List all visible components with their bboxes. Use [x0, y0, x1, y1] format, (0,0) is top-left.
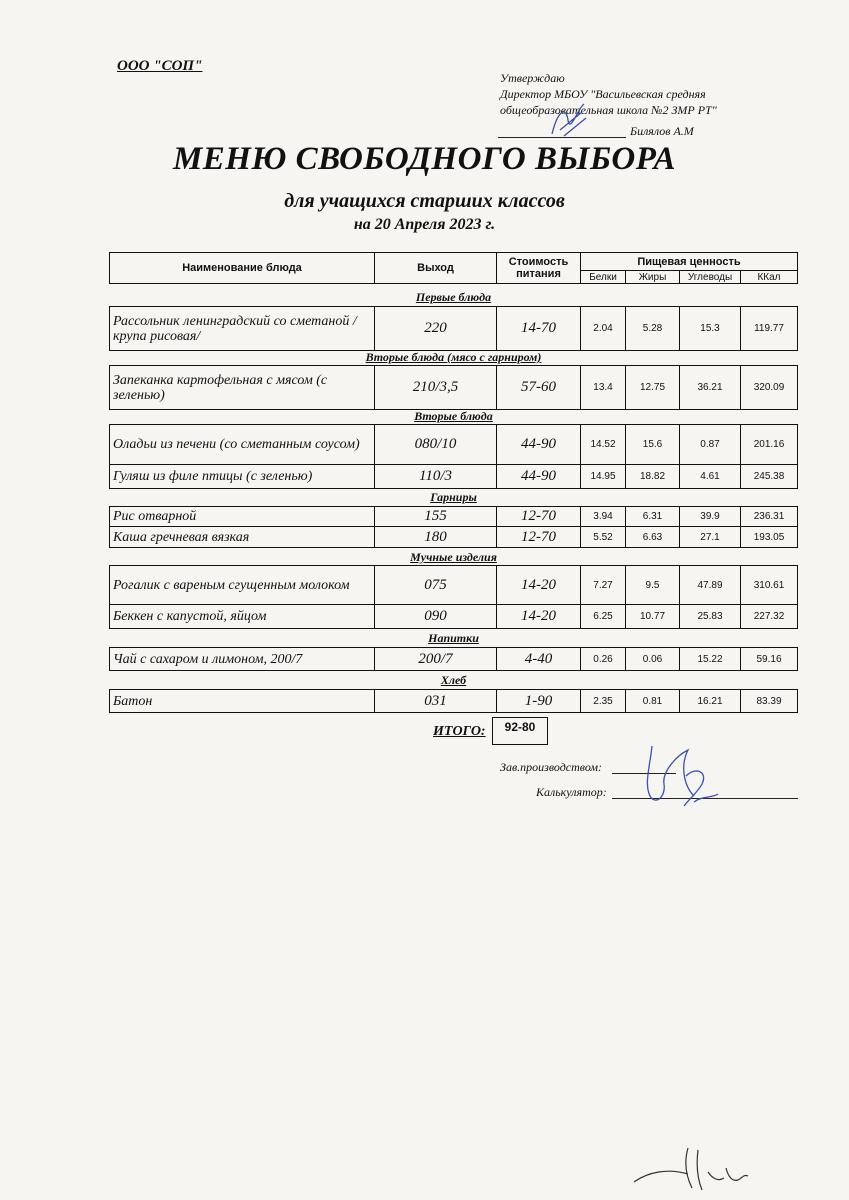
section-title: Вторые блюда [414, 409, 493, 423]
dish-proteins: 3.94 [580, 506, 626, 527]
dish-output: 200/7 [374, 647, 497, 671]
header-output: Выход [375, 253, 497, 284]
dish-proteins: 13.4 [580, 365, 626, 410]
dish-price: 12-70 [496, 526, 581, 548]
menu-table-header [109, 252, 798, 284]
production-manager-label: Зав.производством: [500, 760, 603, 774]
director-signature [548, 100, 590, 140]
dish-kcal: 320.09 [740, 365, 798, 410]
dish-output: 210/3,5 [374, 365, 497, 410]
dish-name: Рассольник ленинградский со сметаной /крупа рисовая/ [109, 306, 375, 351]
dish-carbs: 36.21 [679, 365, 741, 410]
section-title: Гарниры [430, 490, 477, 504]
calculator-label: Калькулятор: [536, 785, 607, 799]
dish-carbs: 0.87 [679, 424, 741, 465]
dish-fats: 5.28 [625, 306, 680, 351]
organization-name: ООО "СОП" [117, 58, 203, 74]
dish-name: Каша гречневая вязкая [109, 526, 375, 548]
dish-kcal: 201.16 [740, 424, 798, 465]
dish-output: 080/10 [374, 424, 497, 465]
dish-carbs: 47.89 [679, 565, 741, 605]
dish-price: 4-40 [496, 647, 581, 671]
section-title: Мучные изделия [410, 550, 497, 564]
header-proteins: Белки [581, 271, 626, 284]
corner-signature [628, 1138, 758, 1198]
dish-name: Рогалик с вареным сгущенным молоком [109, 565, 375, 605]
dish-price: 57-60 [496, 365, 581, 410]
dish-output: 075 [374, 565, 497, 605]
dish-price: 14-20 [496, 565, 581, 605]
header-nutrition: Пищевая ценность [581, 253, 798, 271]
dish-output: 031 [374, 689, 497, 713]
total-label: ИТОГО: [433, 724, 486, 739]
dish-price: 44-90 [496, 464, 581, 489]
dish-fats: 9.5 [625, 565, 680, 605]
dish-carbs: 39.9 [679, 506, 741, 527]
dish-fats: 6.31 [625, 506, 680, 527]
header-kcal: ККал [741, 271, 798, 284]
dish-proteins: 2.35 [580, 689, 626, 713]
dish-fats: 0.81 [625, 689, 680, 713]
dish-proteins: 2.04 [580, 306, 626, 351]
dish-proteins: 14.52 [580, 424, 626, 465]
dish-price: 1-90 [496, 689, 581, 713]
section-title: Хлеб [440, 673, 467, 687]
header-price: Стоимость питания [497, 253, 581, 284]
dish-output: 220 [374, 306, 497, 351]
dish-price: 14-70 [496, 306, 581, 351]
dish-name: Батон [109, 689, 375, 713]
dish-kcal: 83.39 [740, 689, 798, 713]
dish-kcal: 193.05 [740, 526, 798, 548]
header-fats: Жиры [626, 271, 680, 284]
dish-carbs: 15.3 [679, 306, 741, 351]
section-title: Вторые блюда (мясо с гарниром) [365, 350, 542, 364]
dish-output: 155 [374, 506, 497, 527]
handwritten-signature [636, 736, 726, 820]
page-title: МЕНЮ СВОБОДНОГО ВЫБОРА [172, 141, 677, 177]
dish-proteins: 14.95 [580, 464, 626, 489]
dish-kcal: 245.38 [740, 464, 798, 489]
dish-carbs: 16.21 [679, 689, 741, 713]
approval-block [500, 70, 717, 118]
approval-name: Билялов А.М [630, 124, 694, 138]
dish-proteins: 0.26 [580, 647, 626, 671]
total-value: 92-80 [492, 717, 548, 745]
dish-kcal: 310.61 [740, 565, 798, 605]
approval-line-2: Директор МБОУ "Васильевская средняя [500, 87, 706, 101]
dish-carbs: 4.61 [679, 464, 741, 489]
dish-carbs: 25.83 [679, 604, 741, 629]
approval-line-3: общеобразовательная школа №2 ЗМР РТ" [500, 103, 717, 117]
dish-price: 44-90 [496, 424, 581, 465]
dish-name: Гуляш из филе птицы (с зеленью) [109, 464, 375, 489]
dish-name: Рис отварной [109, 506, 375, 527]
dish-fats: 0.06 [625, 647, 680, 671]
section-title: Напитки [428, 631, 479, 645]
approval-line-1: Утверждаю [500, 71, 565, 85]
menu-date: на 20 Апреля 2023 г. [353, 216, 496, 233]
dish-name: Оладьи из печени (со сметанным соусом) [109, 424, 375, 465]
dish-carbs: 15.22 [679, 647, 741, 671]
dish-output: 110/3 [374, 464, 497, 489]
dish-fats: 12.75 [625, 365, 680, 410]
dish-price: 14-20 [496, 604, 581, 629]
section-title: Первые блюда [415, 290, 492, 304]
dish-proteins: 7.27 [580, 565, 626, 605]
dish-output: 090 [374, 604, 497, 629]
dish-kcal: 236.31 [740, 506, 798, 527]
dish-kcal: 119.77 [740, 306, 798, 351]
page-subtitle: для учащихся старших классов [284, 190, 565, 212]
header-carbs: Углеводы [680, 271, 741, 284]
dish-output: 180 [374, 526, 497, 548]
dish-proteins: 5.52 [580, 526, 626, 548]
dish-proteins: 6.25 [580, 604, 626, 629]
dish-name: Беккен с капустой, яйцом [109, 604, 375, 629]
dish-fats: 15.6 [625, 424, 680, 465]
dish-fats: 18.82 [625, 464, 680, 489]
dish-name: Запеканка картофельная с мясом (с зеленью) [109, 365, 375, 410]
dish-name: Чай с сахаром и лимоном, 200/7 [109, 647, 375, 671]
dish-price: 12-70 [496, 506, 581, 527]
dish-kcal: 227.32 [740, 604, 798, 629]
dish-fats: 6.63 [625, 526, 680, 548]
dish-fats: 10.77 [625, 604, 680, 629]
dish-carbs: 27.1 [679, 526, 741, 548]
header-name: Наименование блюда [110, 253, 375, 284]
dish-kcal: 59.16 [740, 647, 798, 671]
